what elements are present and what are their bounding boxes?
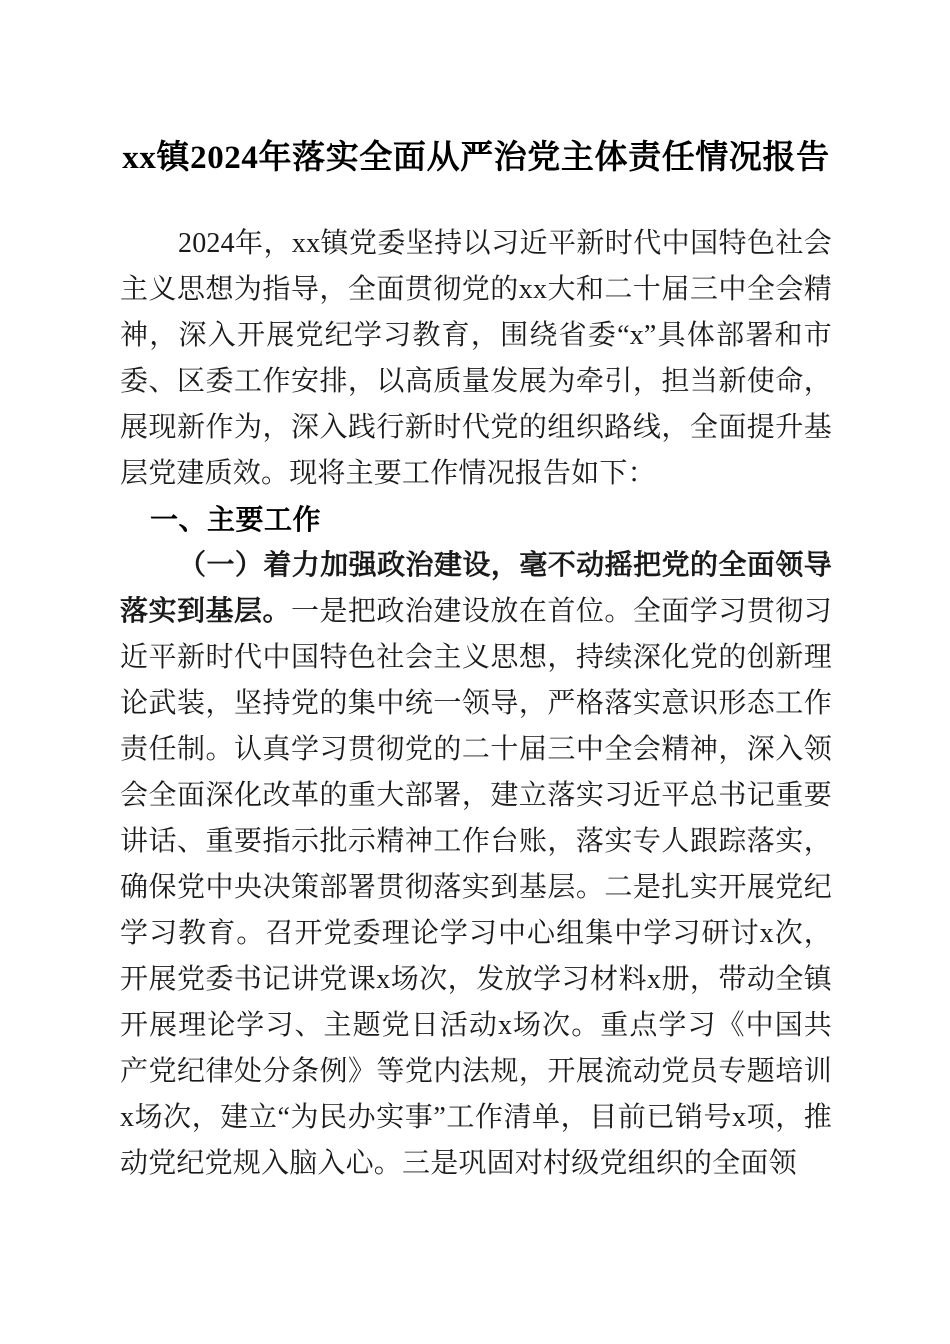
paragraph-section-1: [120, 543, 832, 1187]
page-content: [120, 0, 832, 1187]
document-title: xx镇2024年落实全面从严治党主体责任情况报告: [122, 140, 830, 176]
section-1-body-text: 一是把政治建设放在首位。全面学习贯彻习近平新时代中国特色社会主义思想，持续深化党的创新理论武装，坚持党的集中统一领导，严格落实意识形态工作责任制。认真学习贯彻党的二十届三中全会精神，深入领会全面深化改革的重大部署，建立落实习近平总书记重要讲话、重要指示批示精神工作台账，落实专人跟踪落实，确保党中央决策部署贯彻落实到基层。二是扎实开展党纪学习教育。召开党委理论学习中心组集中学习研讨x次，开展党委书记讲党课x场次，发放学习材料x册，带动全镇开展理论学习、主题党日活动x场次。重点学习《中国共产党纪律处分条例》等党内法规，开展流动党员专题培训x场次，建立“为民办实事”工作清单，目前已销号x项，推动党纪党规入脑入心。三是巩固对村级党组织的全面领: [120, 596, 832, 1179]
document-body: [120, 221, 832, 1187]
section-heading-main-work: 一、主要工作: [150, 504, 322, 535]
section-1-lead-in: （一）着力加强政治建设，毫不动摇把党的全面领导落实到基层。: [120, 550, 832, 627]
paragraph-intro: 2024年，xx镇党委坚持以习近平新时代中国特色社会主义思想为指导，全面贯彻党的xx大和二十届三中全会精神，深入开展党纪学习教育，围绕省委“x”具体部署和市委、区委工作安排，以高质量发展为牵引，担当新使命，展现新作为，深入践行新时代党的组织路线，全面提升基层党建质效。现将主要工作情况报告如下：: [120, 228, 832, 489]
